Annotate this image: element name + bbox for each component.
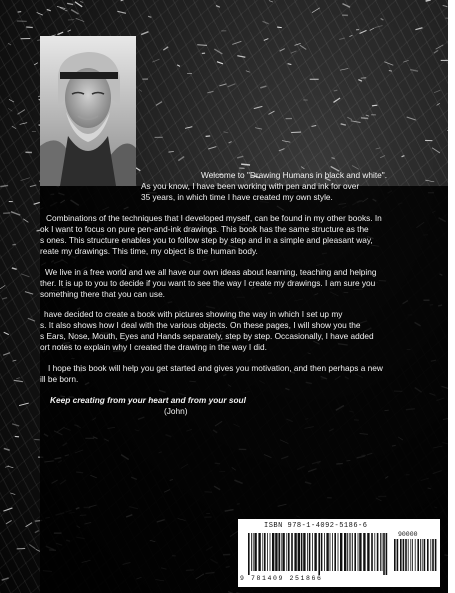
streak	[23, 219, 28, 223]
intro-line: 35 years, in which time I have created my own style.	[141, 192, 333, 202]
streak	[264, 39, 269, 41]
streak	[311, 126, 316, 127]
streak	[68, 30, 71, 32]
bar	[298, 533, 300, 571]
streak	[372, 105, 377, 106]
streak	[17, 110, 24, 115]
streak	[279, 149, 285, 151]
bar	[264, 533, 266, 571]
bar	[324, 533, 325, 571]
streak	[389, 71, 392, 72]
streak	[177, 65, 180, 67]
paragraph-line: Combinations of the techniques that I developed myself, can be found in my other books. In	[46, 213, 382, 223]
bar	[270, 533, 271, 571]
bar	[394, 539, 396, 571]
bar	[344, 533, 346, 571]
streak	[426, 0, 431, 1]
streak	[19, 403, 29, 406]
ean-digits: 9 781409 251866	[240, 575, 323, 582]
streak	[117, 11, 126, 13]
intro-line: As you know, I have been working with pen and ink for over	[141, 181, 360, 191]
streak	[34, 63, 38, 65]
bar	[417, 539, 419, 571]
streak	[156, 102, 162, 106]
streak	[208, 147, 216, 149]
streak	[4, 332, 9, 334]
streak	[407, 117, 416, 120]
streak	[207, 91, 213, 92]
streak	[224, 132, 229, 133]
streak	[263, 21, 269, 23]
streak	[232, 41, 241, 44]
streak	[0, 285, 5, 289]
streak	[10, 493, 15, 495]
streak	[214, 49, 222, 54]
author-photo	[40, 36, 136, 186]
streak	[12, 360, 16, 361]
streak	[443, 5, 448, 6]
streak	[25, 292, 33, 294]
streak	[301, 167, 304, 169]
bar	[262, 533, 263, 571]
streak	[342, 4, 350, 8]
bar	[424, 539, 426, 571]
streak	[67, 3, 73, 4]
bar	[350, 533, 351, 571]
streak	[217, 62, 223, 64]
bar	[377, 533, 379, 571]
bar	[374, 533, 375, 571]
bar	[251, 533, 252, 571]
streak	[8, 108, 12, 111]
streak	[312, 8, 320, 13]
bar	[412, 539, 413, 571]
streak	[370, 28, 375, 30]
bar	[380, 533, 381, 571]
streak	[152, 59, 159, 62]
streak	[11, 212, 20, 215]
streak	[4, 448, 10, 450]
bar	[352, 533, 353, 571]
bar	[330, 533, 331, 571]
streak	[237, 56, 245, 58]
streak	[402, 156, 405, 157]
streak	[366, 115, 369, 116]
bar	[254, 533, 256, 571]
streak	[47, 9, 51, 10]
streak	[80, 2, 83, 3]
bar	[349, 533, 350, 571]
paragraph-line: reate my drawings. This time, my object is the human body.	[40, 246, 258, 256]
streak	[57, 32, 63, 34]
streak	[282, 141, 290, 143]
streak	[75, 2, 82, 7]
streak	[29, 544, 35, 548]
streak	[241, 164, 250, 165]
bar	[430, 539, 431, 571]
bar	[326, 533, 328, 571]
streak	[268, 111, 274, 114]
bar	[314, 533, 316, 571]
bar	[340, 533, 342, 571]
streak	[20, 123, 28, 125]
streak	[334, 90, 338, 91]
bar	[334, 533, 336, 571]
streak	[12, 424, 19, 426]
streak	[21, 274, 29, 277]
bar	[410, 539, 411, 571]
author-portrait-image	[40, 36, 136, 186]
streak	[381, 18, 384, 20]
barcode-box	[238, 519, 440, 587]
streak	[139, 90, 142, 92]
bar	[400, 539, 402, 571]
paragraph-line: s Ears, Nose, Mouth, Eyes and Hands separately, step by step. Occasionally, I have added	[40, 331, 374, 341]
bar	[321, 533, 323, 571]
streak	[2, 298, 7, 299]
bar	[332, 533, 333, 571]
streak	[254, 106, 263, 108]
bar	[359, 533, 361, 571]
streak	[288, 64, 292, 65]
streak	[434, 50, 438, 53]
streak	[295, 43, 301, 45]
streak	[14, 380, 23, 381]
isbn-label: ISBN 978-1-4092-5186-6	[264, 522, 368, 530]
streak	[349, 35, 352, 36]
streak	[358, 80, 361, 82]
bar	[272, 533, 274, 571]
streak	[260, 86, 266, 88]
streak	[71, 10, 78, 14]
streak	[197, 45, 207, 46]
streak	[0, 185, 8, 186]
streak	[333, 98, 340, 102]
bar	[338, 533, 339, 571]
streak	[12, 268, 17, 269]
streak	[219, 84, 226, 86]
paragraph-line: ill be born.	[40, 374, 79, 384]
bar	[281, 533, 282, 571]
streak	[384, 62, 393, 66]
paragraph-line: have decided to create a book with pictures showing the way in which I set up my	[44, 309, 343, 319]
streak	[300, 45, 306, 49]
paragraph-line: something there that you can use.	[40, 289, 165, 299]
streak	[228, 84, 236, 87]
streak	[352, 165, 359, 169]
streak	[376, 148, 381, 149]
streak	[21, 178, 30, 181]
streak	[8, 43, 11, 45]
ean-bars	[248, 533, 387, 575]
streak	[340, 68, 348, 70]
bar	[301, 533, 303, 571]
streak	[148, 16, 151, 17]
streak	[410, 70, 418, 72]
bar	[288, 533, 290, 571]
bar	[291, 533, 293, 571]
streak	[26, 27, 33, 28]
bar	[435, 539, 437, 571]
streak	[339, 38, 345, 40]
bar	[267, 533, 268, 571]
bar	[371, 533, 373, 571]
bar	[422, 539, 423, 571]
streak	[237, 156, 243, 158]
paragraph-line: s ones. This structure enables you to follow step by step and in a simple and pleasant way,	[40, 235, 373, 245]
bar	[354, 533, 356, 571]
streak	[30, 185, 36, 187]
streak	[434, 90, 440, 93]
bar	[432, 539, 434, 571]
bar	[405, 539, 407, 571]
paragraph-line: We live in a free world and we all have our own ideas about learning, teaching and helping	[45, 267, 377, 277]
streak	[280, 49, 285, 52]
bar	[312, 533, 313, 571]
bar	[258, 533, 260, 571]
bar	[403, 539, 405, 571]
streak	[255, 128, 262, 129]
bar	[347, 533, 348, 571]
streak	[9, 99, 14, 102]
streak	[447, 130, 448, 131]
streak	[163, 47, 168, 50]
streak	[432, 148, 440, 153]
bar	[309, 533, 311, 571]
streak	[415, 28, 422, 30]
streak	[34, 202, 40, 204]
streak	[229, 142, 232, 143]
bar	[282, 533, 284, 571]
paragraph-line: ok I want to focus on pure pen-and-ink drawings. This book has the same structure as the	[40, 224, 369, 234]
bar	[253, 533, 254, 571]
streak	[2, 578, 9, 580]
streak	[76, 18, 85, 21]
bar	[420, 539, 421, 571]
streak	[360, 30, 367, 33]
streak	[341, 124, 346, 125]
motto: Keep creating from your heart and from your soul	[50, 395, 246, 405]
streak	[403, 60, 409, 62]
streak	[291, 51, 297, 53]
streak	[6, 520, 12, 523]
bar	[303, 533, 305, 571]
bar	[397, 539, 399, 571]
streak	[35, 531, 39, 533]
streak	[269, 1, 273, 2]
streak	[436, 45, 444, 49]
streak	[3, 353, 10, 355]
streak	[3, 213, 10, 214]
welcome-line: Welcome to "Drawing Humans in black and white".	[201, 170, 388, 180]
streak	[3, 508, 12, 511]
streak	[380, 156, 385, 158]
paragraph-line: s. It also shows how I deal with the various objects. On these pages, I will show you the	[40, 320, 361, 330]
bar	[363, 533, 365, 571]
streak	[437, 103, 440, 105]
streak	[351, 121, 361, 123]
signature: (John)	[164, 406, 188, 416]
bar	[294, 533, 296, 571]
bar	[408, 539, 409, 571]
streak	[216, 6, 220, 8]
streak	[26, 523, 32, 527]
price-code: 90000	[398, 531, 418, 538]
streak	[361, 118, 368, 119]
streak	[121, 0, 125, 1]
streak	[37, 12, 43, 15]
bar	[318, 533, 320, 575]
bar	[358, 533, 359, 571]
bar	[286, 533, 287, 571]
streak	[16, 378, 20, 379]
bar	[367, 533, 369, 571]
bar	[382, 533, 383, 571]
bar	[278, 533, 280, 571]
bar	[307, 533, 308, 571]
bar	[248, 533, 250, 575]
streak	[168, 151, 173, 152]
streak	[425, 180, 434, 182]
streak	[277, 27, 282, 28]
streak	[331, 157, 334, 158]
bar	[415, 539, 416, 571]
paragraph-line: ther. It is up to you to decide if you want to see the way I create my drawings. I am sure you	[40, 278, 376, 288]
streak	[141, 32, 148, 35]
streak	[185, 127, 192, 129]
streak	[374, 26, 382, 28]
streak	[347, 117, 352, 120]
paragraph-line: I hope this book will help you get started and gives you motivation, and then perhaps a new	[48, 363, 383, 373]
addon-bars	[394, 539, 436, 571]
bar	[386, 533, 388, 575]
streak	[178, 157, 184, 161]
bar	[383, 533, 385, 575]
bar	[427, 539, 429, 571]
streak	[12, 126, 16, 129]
paragraph-line: ort notes to explain why I created the drawing in the way I did.	[40, 342, 267, 352]
bar	[275, 533, 277, 571]
streak	[246, 71, 250, 73]
streak	[28, 318, 35, 321]
